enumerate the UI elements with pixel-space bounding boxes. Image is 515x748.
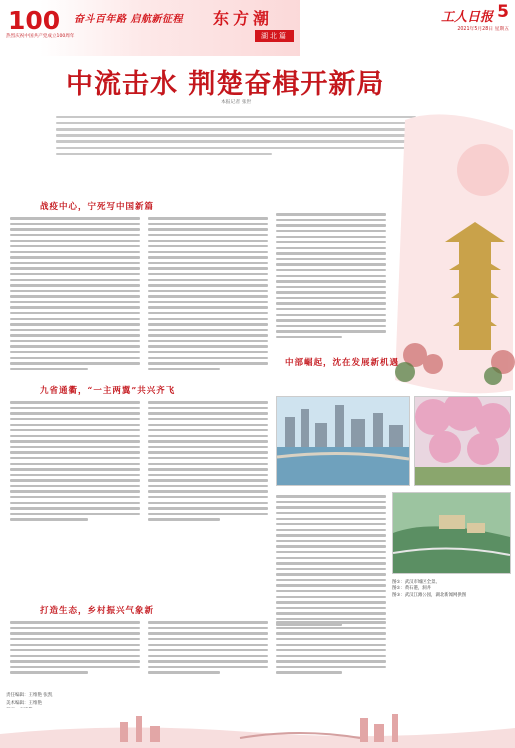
text-column-2 [148,214,268,373]
paper-name: 工人日报 [440,10,493,25]
emblem-subtext: 热烈庆祝中国共产党成立100周年 [6,34,75,39]
skyline-footer-illustration [0,708,515,748]
text-column-9 [276,618,386,677]
center-heading: 中部崛起，沈在发展新机遇 [285,358,400,368]
column-title: 东方潮 [213,9,274,28]
masthead [0,0,515,56]
byline: 本报记者 张世 [221,100,252,105]
editor-credit: 责任编辑：王维艳 张凯 [6,693,53,699]
photo-park-aerial [392,492,511,574]
text-column-8 [148,618,268,677]
yellow-crane-tower-illustration [385,110,515,400]
section-title-1: 战疫中心，宁死写中国新篇 [40,202,155,212]
anniversary-number: 100 [8,6,61,32]
page-number: 5 [497,2,509,22]
caption-2: 图②：黄石港，洞井 [392,586,432,592]
slogan: 奋斗百年路 启航新征程 [74,14,183,25]
text-column-4 [10,398,140,524]
caption-1: 图①：武汉市城区全景。 [392,580,440,585]
text-column-6 [276,492,386,629]
lede-paragraph [56,112,416,159]
section-title-3: 打造生态，乡村振兴气象新 [40,606,155,616]
designer-credit: 美术编辑：王维艳 [6,700,42,706]
photo-cherry-blossom [414,396,511,486]
centenary-emblem-icon [6,6,68,32]
caption-3: 图③：武汉江滩公园，湖北新闻网供图 [392,592,467,598]
text-column-1 [10,214,140,373]
date-line: 2021年5月28日 星期五 [457,27,509,32]
text-column-7 [10,618,140,677]
text-column-5 [148,398,268,524]
caption-block [392,580,509,599]
photo-riverfront-city [276,396,410,486]
headline: 中流击水 荆楚奋楫开新局 [66,69,385,100]
text-column-3 [276,210,386,341]
section-title-2: 九省通衢，“一主两翼”共兴齐飞 [40,386,176,396]
edition-label: 湖北篇 [255,30,294,42]
